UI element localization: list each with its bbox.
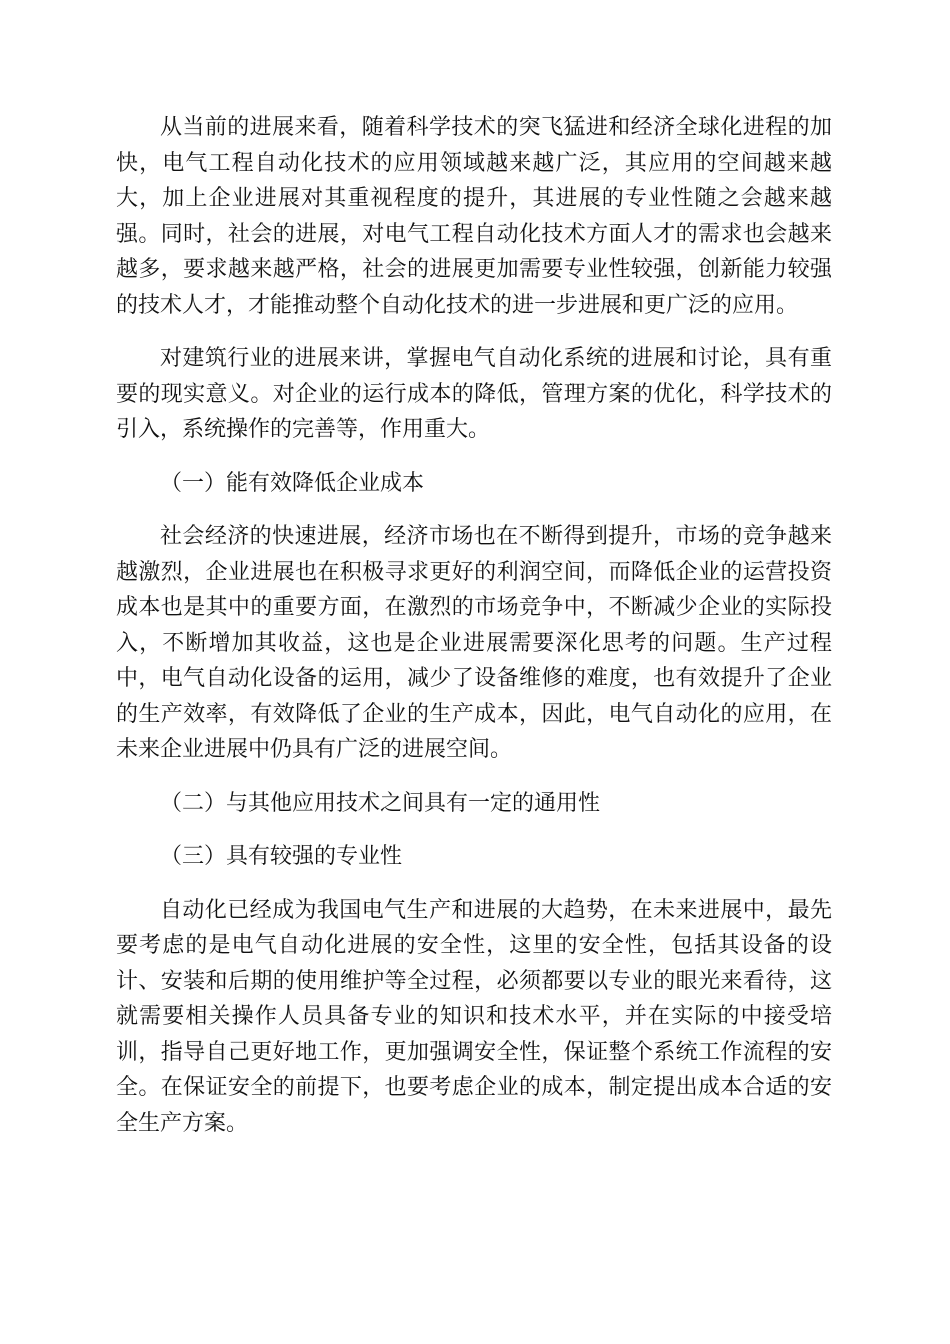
- section-heading-professionalism: （三）具有较强的专业性: [160, 844, 403, 869]
- section-heading-universality: （二）与其他应用技术之间具有一定的通用性: [160, 790, 601, 816]
- paragraph-professionalism: 自动化已经成为我国电气生产和进展的大趋势，在未来进展中，最先要考虑的是电气自动化进展的安全性，这里的安全性，包括其设备的设计、安装和后期的使用维护等全过程，必须都要以专业的眼光来看待，这就需要相关操作人员具备专业的知识和技术水平，并在实际的中接受培训，指导自己更好地工作，更加强调安全性，保证整个系统工作流程的安全。在保证安全的前提下，也要考虑企业的成本，制定提出成本合适的安全生产方案。: [116, 897, 832, 1136]
- paragraph-reduce-cost: 社会经济的快速进展，经济市场也在不断得到提升，市场的竞争越来越激烈，企业进展也在积极寻求更好的利润空间，而降低企业的运营投资成本也是其中的重要方面，在激烈的市场竞争中，不断减少企业的实际投入，不断增加其收益，这也是企业进展需要深化思考的问题。生产过程中，电气自动化设备的运用，减少了设备维修的难度，也有效提升了企业的生产效率，有效降低了企业的生产成本，因此，电气自动化的应用，在未来企业进展中仍具有广泛的进展空间。: [116, 524, 832, 762]
- paragraph-development-outlook: 从当前的进展来看，随着科学技术的突飞猛进和经济全球化进程的加快，电气工程自动化技术的应用领域越来越广泛，其应用的空间越来越大，加上企业进展对其重视程度的提升，其进展的专业性随之会越来越强。同时，社会的进展，对电气工程自动化技术方面人才的需求也会越来越多，要求越来越严格，社会的进展更加需要专业性较强，创新能力较强的技术人才，才能推动整个自动化技术的进一步进展和更广泛的应用。: [116, 115, 832, 318]
- section-heading-reduce-cost: （一）能有效降低企业成本: [160, 470, 425, 496]
- paragraph-construction-significance: 对建筑行业的进展来讲，掌握电气自动化系统的进展和讨论，具有重要的现实意义。对企业的运行成本的降低，管理方案的优化，科学技术的引入，系统操作的完善等，作用重大。: [116, 346, 832, 442]
- document-body: [116, 110, 832, 1159]
